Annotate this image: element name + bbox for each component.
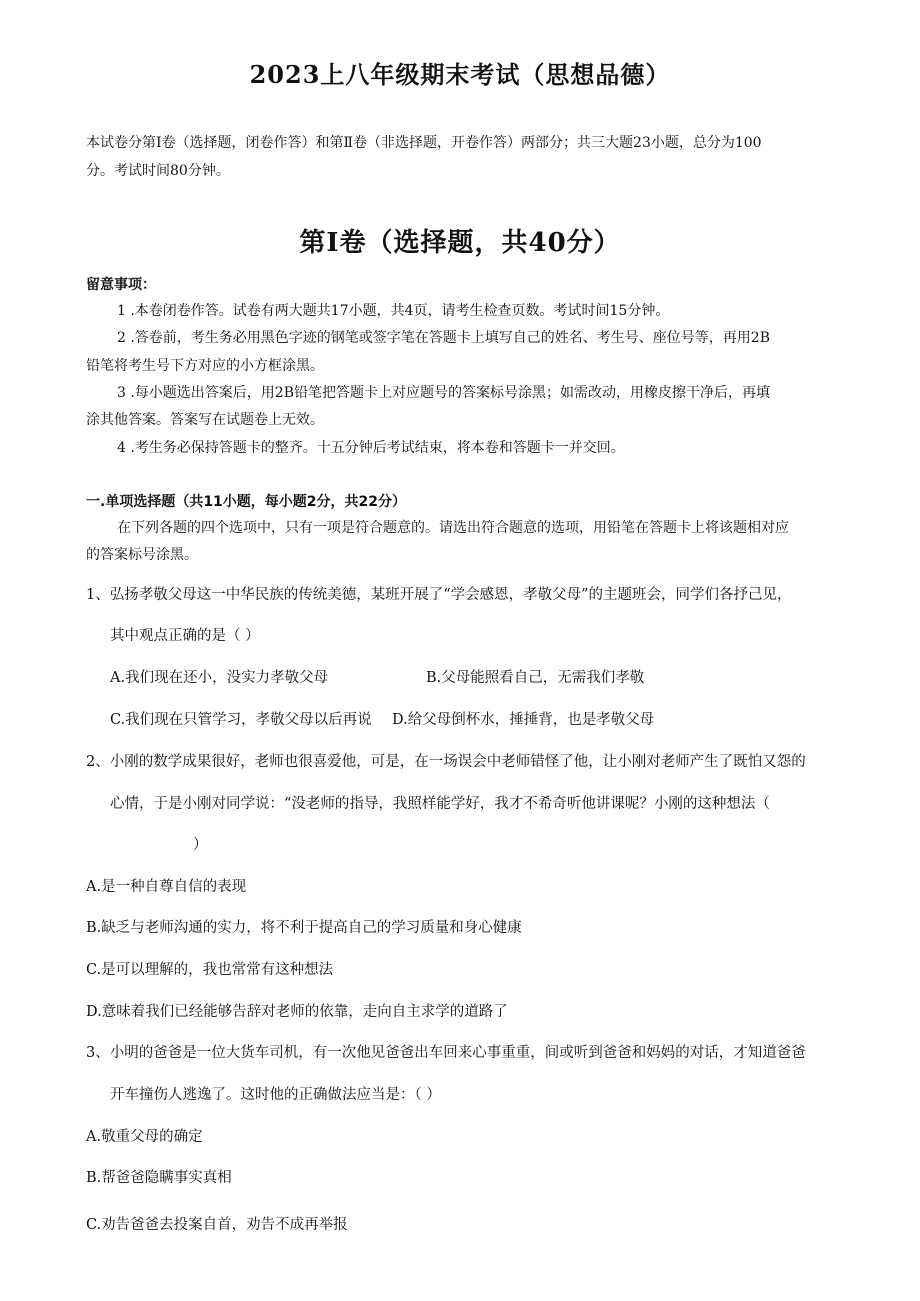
question-3-stem: 3、小明的爸爸是一位大货车司机，有一次他见爸爸出车回来心事重重，间或听到爸爸和妈妈的对话，才知道爸爸	[86, 1045, 806, 1061]
section-title: 第Ⅰ卷（选择题，共40分）	[299, 228, 621, 258]
question-1-option-c: C.我们现在只管学习，孝敬父母以后再说	[110, 712, 372, 728]
question-1-option-b: B.父母能照看自己，无需我们孝敬	[426, 670, 645, 686]
part1-instruction: 在下列各题的四个选项中，只有一项是符合题意的。请选出符合题意的选项，用铅笔在答题卡上将该题相对应	[117, 520, 789, 536]
question-1-option-a: A.我们现在还小，没实力孝敬父母	[110, 670, 329, 686]
exam-title: 2023上八年级期末考试（思想品德）	[249, 60, 671, 89]
question-1-option-d: D.给父母倒杯水，捶捶背，也是孝敬父母	[392, 712, 655, 728]
intro-line-1: 本试卷分第Ⅰ卷（选择题，闭卷作答）和第Ⅱ卷（非选择题，开卷作答）两部分；共三大题23小题，总分为100	[86, 135, 762, 151]
notice-item-4: 4 .考生务必保持答题卡的整齐。十五分钟后考试结束，将本卷和答题卡一并交回。	[117, 440, 625, 456]
question-2-option-c: C.是可以理解的，我也常常有这种想法	[86, 962, 334, 978]
notice-item-1: 1 .本卷闭卷作答。试卷有两大题共17小题，共4页，请考生检查页数。考试时间15分钟。	[117, 303, 670, 319]
question-3-option-a: A.敬重父母的确定	[86, 1129, 203, 1145]
notice-item-3: 3 .每小题选出答案后，用2B铅笔把答题卡上对应题号的答案标号涂黑；如需改动，用橡皮擦干净后，再填	[117, 385, 771, 401]
notice-item-2-cont: 铅笔将考生号下方对应的小方框涂黑。	[86, 358, 324, 374]
question-2-option-a: A.是一种自尊自信的表现	[86, 879, 247, 895]
question-2-stem: 2、小刚的数学成果很好，老师也很喜爱他，可是，在一场误会中老师错怪了他，让小刚对老师产生了既怕又怨的	[86, 754, 806, 770]
question-2-option-b: B.缺乏与老师沟通的实力，将不利于提高自己的学习质量和身心健康	[86, 920, 522, 936]
notice-item-3-cont: 涂其他答案。答案写在试题卷上无效。	[86, 412, 324, 428]
intro-line-2: 分。考试时间80分钟。	[86, 163, 230, 179]
part1-heading: 一.单项选择题（共11小题，每小题2分，共22分）	[86, 494, 407, 510]
question-2-stem-cont: 心情，于是小刚对同学说：“没老师的指导，我照样能学好，我才不希奇听他讲课呢？小刚的这种想法（	[110, 796, 770, 812]
notice-item-2: 2 .答卷前，考生务必用黑色字迹的钢笔或签字笔在答题卡上填写自己的姓名、考生号、座位号等，再用2B	[117, 330, 771, 346]
question-3-option-b: B.帮爸爸隐瞒事实真相	[86, 1170, 232, 1186]
question-3-option-c: C.劝告爸爸去投案自首，劝告不成再举报	[86, 1217, 348, 1233]
part1-instruction-cont: 的答案标号涂黑。	[86, 547, 198, 563]
question-2-option-d: D.意味着我们已经能够告辞对老师的依靠，走向自主求学的道路了	[86, 1004, 508, 1020]
question-2-stem-end: ）	[193, 837, 208, 853]
question-3-stem-cont: 开车撞伤人逃逸了。这时他的正确做法应当是：（ ）	[110, 1087, 441, 1103]
notice-heading: 留意事项：	[86, 277, 156, 293]
question-1-stem-cont: 其中观点正确的是（ ）	[110, 628, 260, 644]
question-1-stem: 1、弘扬孝敬父母这一中华民族的传统美德，某班开展了“学会感恩，孝敬父母”的主题班会，同学们各抒己见，	[86, 587, 792, 603]
